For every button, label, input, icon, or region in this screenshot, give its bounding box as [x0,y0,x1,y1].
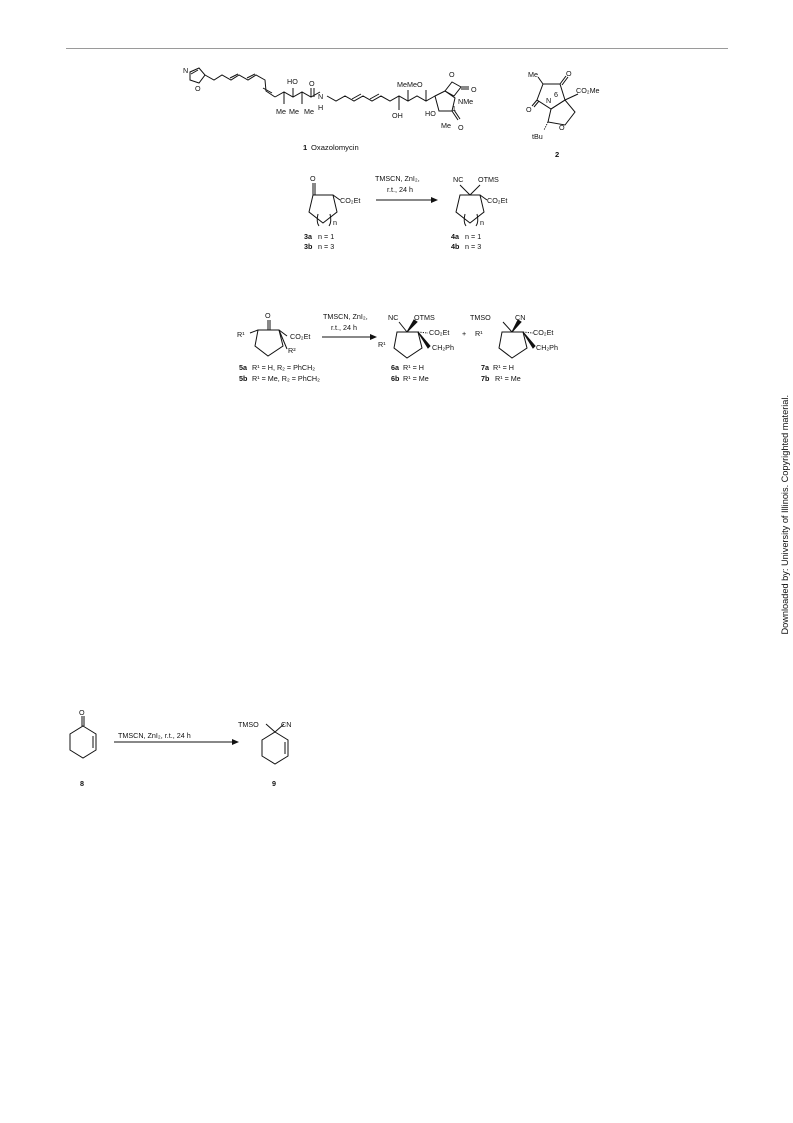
caption-5a-text: R¹ = H, R₂ = PhCH₂ [252,363,316,372]
caption-7a-id: 7a [481,363,489,372]
caption-5b-text: R¹ = Me, R₂ = PhCH₂ [252,374,320,383]
caption-4a-id: 4a [451,232,459,241]
oxazole-o-label: O [195,84,201,93]
product-ester-label: CO₂Et [487,196,508,205]
compound-2-n-label: N [546,96,552,105]
caption-3a-text: n = 1 [318,232,335,241]
reactant-5-captions [239,363,320,383]
product-6-r1-label: R¹ [378,340,386,349]
compound-2-id: 2 [555,150,560,159]
compound-2-c6-locant: 6 [554,90,558,99]
reagent-text-2: TMSCN, ZnI₂, [323,312,368,321]
compound-9-id: 9 [272,779,276,788]
caption-4b-text: n = 3 [465,242,482,251]
product-9-ring [262,732,288,764]
product-7-captions [481,363,521,383]
conditions-text-3: TMSCN, ZnI₂, r.t., 24 h [118,731,191,740]
product-9-cn-label: CN [281,720,292,729]
reactant-captions [304,232,334,251]
product-6-ring [394,332,422,358]
methyl-label-a: Me [276,107,286,116]
compound-8-id: 8 [80,779,84,788]
product-7-r1-label: R¹ [475,329,483,338]
product-7-ester-label: CO₂Et [533,328,554,337]
ring-methyl-label: Me [441,121,451,130]
caption-3b-id: 3b [304,242,313,251]
conditions-text-2: r.t., 24 h [331,323,357,332]
lactone-carbonyl-o-label: O [471,85,477,94]
caption-4b-id: 4b [451,242,460,251]
methyl-label-b: Me [289,107,299,116]
product-6-nc-label: NC [388,313,399,322]
ring-hydroxyl-label: HO [425,109,436,118]
reactant-ester-label: CO₂Et [340,196,361,205]
product-n-label: n [480,218,484,227]
chain-hydroxyl-label: OH [392,111,403,120]
reactant-5-ester-label: CO₂Et [290,332,311,341]
compound-2-me-label: Me [528,70,538,79]
scheme-cyanosilylation-1 [0,160,793,260]
compound-2-tbu-label: tBu [532,132,543,141]
scheme-cyanosilylation-2 [0,300,793,400]
cyclohexenone-o-label: O [79,708,85,717]
product-otms-label: OTMS [478,175,499,184]
compound-2-o-label-b: O [526,105,532,114]
product-7-bn-label: CH₂Ph [536,343,558,352]
caption-5b-id: 5b [239,374,248,383]
compound-2-o-label-c: O [559,123,565,132]
caption-4a-text: n = 1 [465,232,482,241]
compound-2-o-label-a: O [566,69,572,78]
lactone-o-label: O [449,70,455,79]
product-6-bn-label: CH₂Ph [432,343,454,352]
methyl-label-c: Me [304,107,314,116]
caption-3a-id: 3a [304,232,312,241]
caption-6b-text: R¹ = Me [403,374,429,383]
compound-2-ester-label: CO₂Me [576,86,600,95]
triene-chain [205,75,275,97]
compound-1-id: 1 [303,143,308,152]
amide-backbone [275,92,320,97]
caption-6a-id: 6a [391,363,399,372]
oxazole-n-label: N [183,66,189,75]
reactant-5-ring [255,330,283,356]
reactant-5-r1-label: R¹ [237,330,245,339]
compound-2-ring-b [548,100,575,125]
product-nc-label: NC [453,175,464,184]
compound-1-name: Oxazolomycin [311,143,359,152]
plus-sign: + [462,329,467,338]
reactant-5-r2-label: R² [288,346,296,355]
nme-label: NMe [458,97,474,106]
download-watermark: Downloaded by: University of Illinois. Copyrighted material. [780,395,790,635]
reactant-5-o-label: O [265,311,271,320]
lactam-o-label: O [458,123,464,132]
reactant-o-label: O [310,174,316,183]
caption-7b-id: 7b [481,374,490,383]
reactant-n-label: n [333,218,337,227]
amide-n-label: N [318,92,324,101]
caption-6a-text: R¹ = H [403,363,424,372]
diene-chain [327,96,435,101]
caption-7a-text: R¹ = H [493,363,514,372]
conditions-text: r.t., 24 h [387,185,413,194]
caption-5a-id: 5a [239,363,247,372]
product-9-tmso-label: TMSO [238,720,259,729]
beta-lactone-ring [445,82,461,96]
caption-6b-id: 6b [391,374,400,383]
product-6-ester-label: CO₂Et [429,328,450,337]
product-6-otms-label: OTMS [414,313,435,322]
product-7-ring [499,332,527,358]
scheme-cyanosilylation-3 [0,700,793,800]
amide-h-label: H [318,103,324,112]
amide-o-label: O [309,79,315,88]
c1-locant: 1 [452,104,456,113]
product-7-cn-label: CN [515,313,526,322]
product-6-captions [391,363,429,383]
reagent-text: TMSCN, ZnI₂, [375,174,420,183]
caption-7b-text: R¹ = Me [495,374,521,383]
cyclohexenone-ring [70,726,96,758]
product-captions [451,232,481,251]
caption-3b-text: n = 3 [318,242,335,251]
meme-o-label: MeMeO [397,80,423,89]
hydroxyl-label: HO [287,77,298,86]
product-7-tmso-label: TMSO [470,313,491,322]
